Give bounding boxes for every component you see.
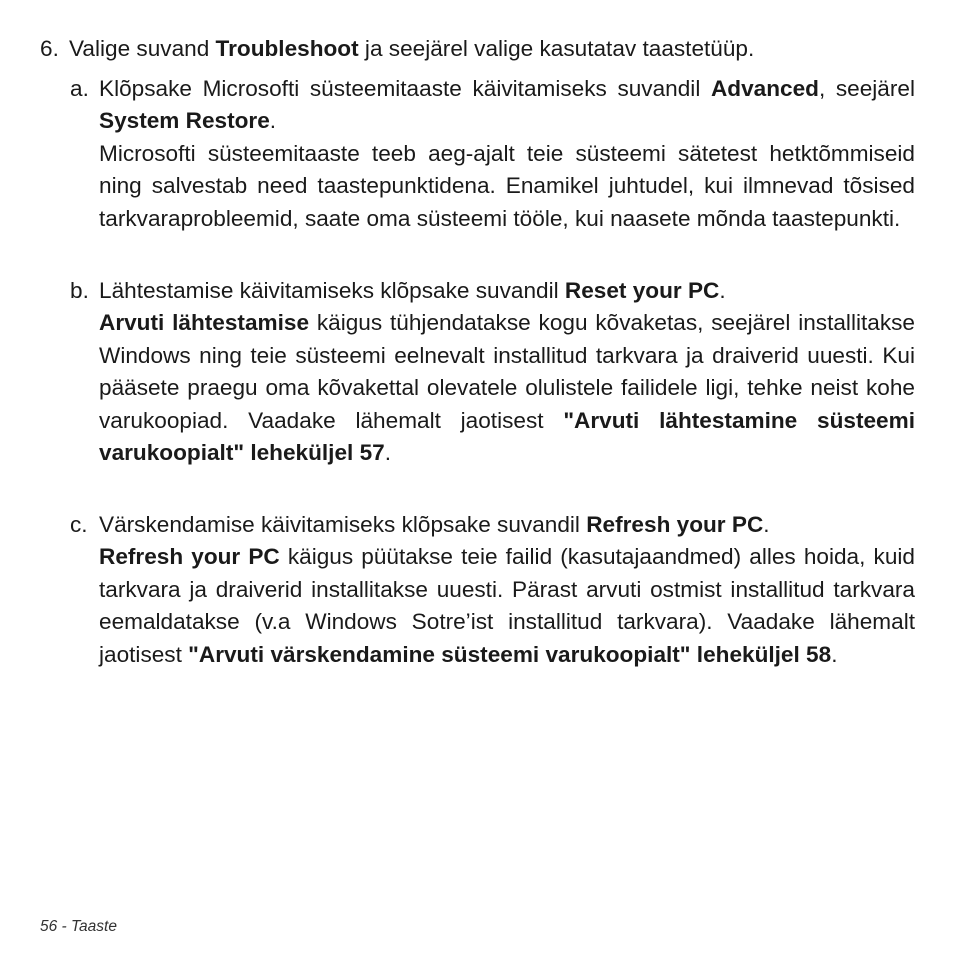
sub-item-b-body [99,275,915,469]
sub-b-paragraph-2 [99,307,915,469]
sub-a-advanced: Advanced [710,76,819,101]
sub-b-text: . [719,278,726,303]
sub-b-arvuti-lahtestamise: Arvuti lähtestamise [99,310,310,336]
sub-a-paragraph-2: Microsofti süsteemitaaste teeb aeg-ajalt teie süsteemi sätetest hetktõmmiseid ning salvestab need taastepunktidena. Enamikel juhtudel, kui ilmnevad tõsised tarkvaraprobleemid, saate oma süsteemi tööle, kui naasete mõnda taastepunkti. [99,140,915,231]
sub-marker-a: a. [70,76,89,101]
sub-marker-b: b. [70,278,89,303]
sub-b-reset-your-pc: Reset your PC [564,278,720,303]
list-number: 6. [40,36,59,61]
sub-a-system-restore: System Restore [99,108,270,134]
sub-c-paragraph-1 [99,509,915,541]
sub-c-text: . [763,512,770,537]
sub-c-refresh-your-pc-2: Refresh your PC [99,544,280,570]
sub-a-text: , seejärel [818,76,915,101]
page-footer: 56 - Taaste [40,918,117,935]
sub-b-text: käigus tühjendatakse kogu kõvaketas, seejärel installitakse Windows ning teie süsteemi eelnevalt installitud tarkvara ja draiverid uuesti. Kui pääsete praegu oma kõvakettal olevatele olulistele failidele ligi, tehke neist kohe varukoopiad. Vaadake lähemalt jaotisest [99,310,915,433]
sub-b-text: . [384,440,391,466]
sub-marker-c: c. [70,512,88,537]
sub-item-c-body [99,509,915,671]
sub-c-refresh-your-pc: Refresh your PC [586,512,764,537]
sub-b-paragraph-1 [99,275,915,307]
sub-item-c [70,509,915,671]
list-item-6 [40,33,920,65]
step6-troubleshoot: Troubleshoot [215,36,359,61]
sub-item-a [70,73,915,235]
sub-c-text: käigus püütakse teie failid (kasutajaandmed) alles hoida, kuid tarkvara ja draiverid installitakse uuesti. Pärast arvuti ostmist installitud tarkvara eemaldatakse (v.a Windows Sotre’ist installitud tarkvara). Vaadake lähemalt jaotisest [99,544,915,667]
sub-b-cross-reference: "Arvuti lähtestamine süsteemi varukoopialt" leheküljel 57 [99,407,915,466]
sub-c-text: Värskendamise käivitamiseks klõpsake suvandil [99,512,587,537]
sub-a-text: Klõpsake Microsofti süsteemitaaste käivitamiseks suvandil [99,76,711,101]
sub-item-b [70,275,915,469]
sub-a-text: . [269,108,277,134]
step6-text-after: ja seejärel valige kasutatav taastetüüp. [358,36,755,61]
step6-text-before: Valige suvand [69,36,216,61]
sub-a-paragraph-1 [99,73,915,138]
sub-c-cross-reference: "Arvuti värskendamine süsteemi varukoopialt" leheküljel 58 [188,641,832,667]
sub-item-a-body [99,73,915,235]
sub-c-text: . [831,641,838,667]
sub-c-paragraph-2 [99,541,915,671]
sub-b-text: Lähtestamise käivitamiseks klõpsake suvandil [99,278,565,303]
